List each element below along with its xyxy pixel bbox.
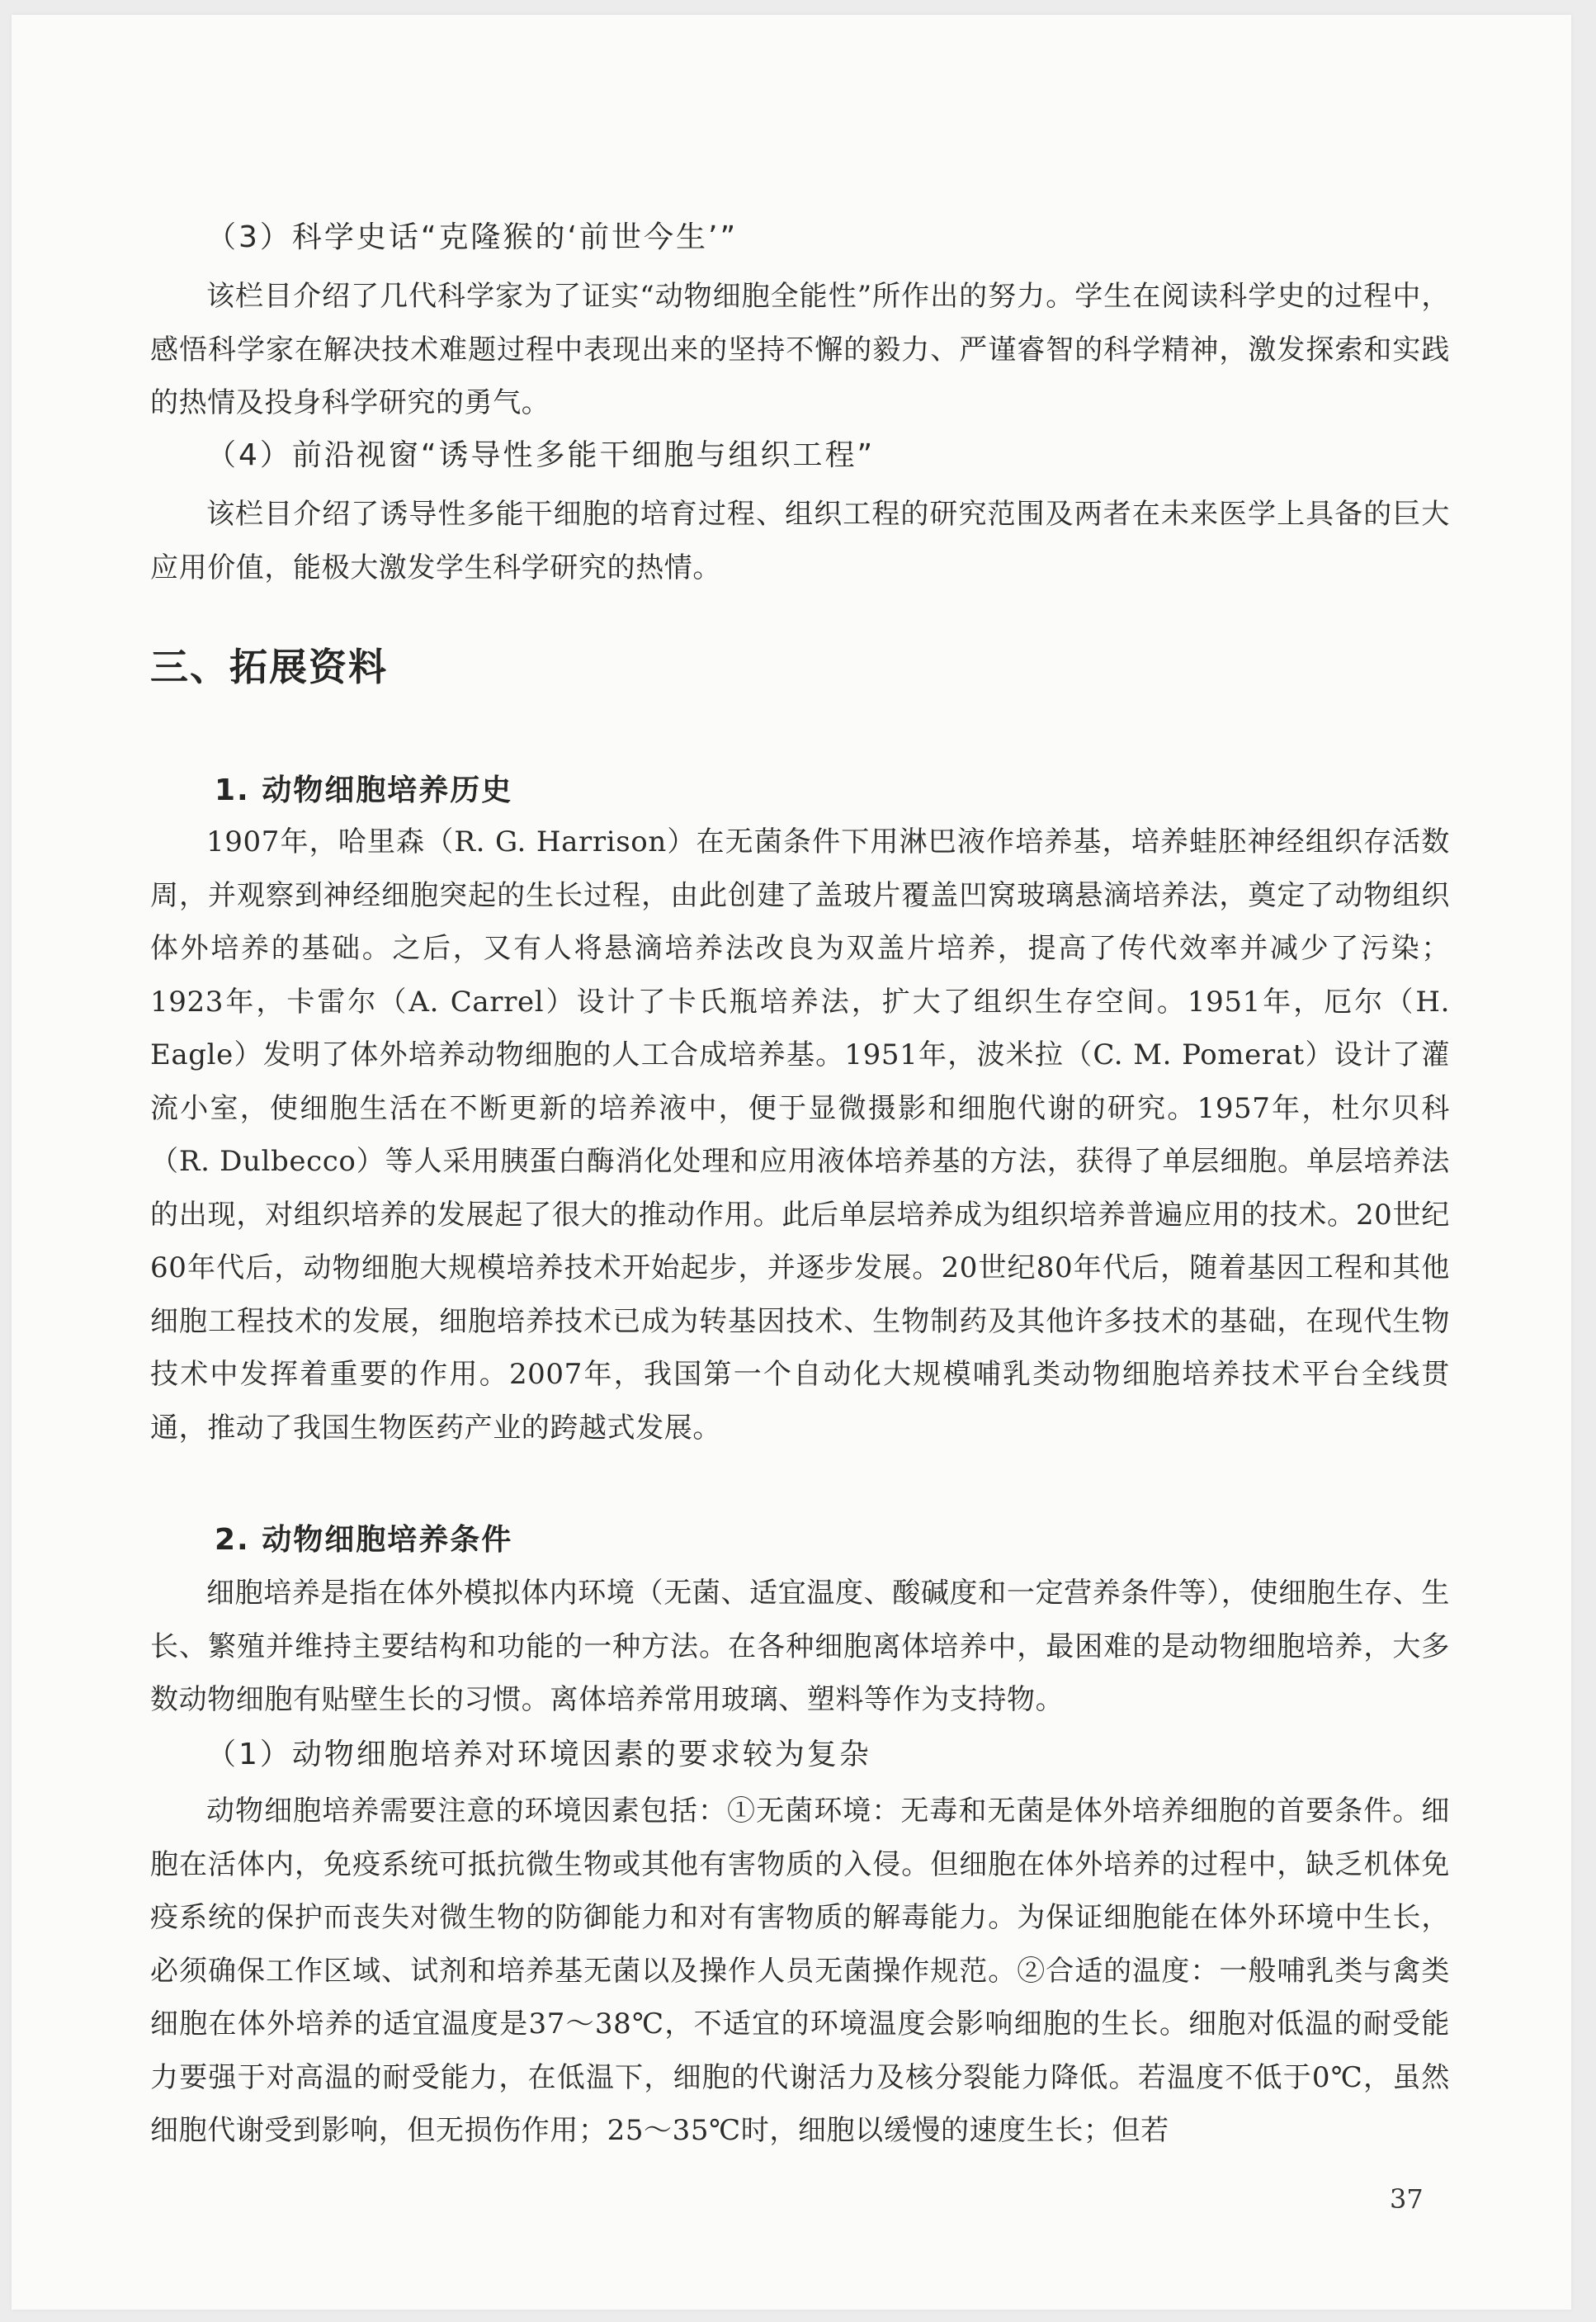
- item-4-heading: （4）前沿视窗“诱导性多能干细胞与组织工程”: [206, 438, 876, 472]
- topic-2-text-2: 动物细胞培养需要注意的环境因素包括：①无菌环境：无毒和无菌是体外培养细胞的首要条件。细胞在活体内，免疫系统可抵抗微生物或其他有害物质的入侵。但细胞在体外培养的过程中，缺乏机体免疫系统的保护而丧失对微生物的防御能力和对有害物质的解毒能力。为保证细胞能在体外环境中生长，必须确保工作区域、试剂和培养基无菌以及操作人员无菌操作规范。②合适的温度：一般哺乳类与禽类细胞在体外培养的适宜温度是37～38℃，不适宜的环境温度会影响细胞的生长。细胞对低温的耐受能力要强于对高温的耐受能力，在低温下，细胞的代谢活力及核分裂能力降低。若温度不低于0℃，虽然细胞代谢受到影响，但无损伤作用；25～35℃时，细胞以缓慢的速度生长；但若: [150, 1795, 1450, 2147]
- topic-2-paragraph-1: [150, 1567, 1450, 1727]
- topic-2-text-1: 细胞培养是指在体外模拟体内环境（无菌、适宜温度、酸碱度和一定营养条件等），使细胞生存、生长、繁殖并维持主要结构和功能的一种方法。在各种细胞离体培养中，最困难的是动物细胞培养，大多数动物细胞有贴壁生长的习惯。离体培养常用玻璃、塑料等作为支持物。: [150, 1577, 1450, 1716]
- item-3-paragraph: [150, 270, 1450, 430]
- item-3-text: 该栏目介绍了几代科学家为了证实“动物细胞全能性”所作出的努力。学生在阅读科学史的过程中，感悟科学家在解决技术难题过程中表现出来的坚持不懈的毅力、严谨睿智的科学精神，激发探索和实践的热情及投身科学研究的勇气。: [150, 280, 1450, 419]
- item-4-paragraph: [150, 488, 1450, 594]
- document-page: [12, 15, 1571, 2310]
- topic-2-subheading: （1）动物细胞培养对环境因素的要求较为复杂: [206, 1738, 871, 1771]
- topic-1-title: 1. 动物细胞培养历史: [215, 773, 513, 807]
- section-title: 三、拓展资料: [150, 645, 388, 689]
- topic-1-paragraph: [150, 816, 1450, 1454]
- item-3-heading: （3）科学史话“克隆猴的‘前世今生’”: [206, 220, 739, 254]
- page-number: 37: [1390, 2183, 1424, 2215]
- item-4-text: 该栏目介绍了诱导性多能干细胞的培育过程、组织工程的研究范围及两者在未来医学上具备的巨大应用价值，能极大激发学生科学研究的热情。: [150, 498, 1450, 584]
- topic-2-paragraph-2: [150, 1785, 1450, 2158]
- topic-1-text: 1907年，哈里森（R. G. Harrison）在无菌条件下用淋巴液作培养基，培养蛙胚神经组织存活数周，并观察到神经细胞突起的生长过程，由此创建了盖玻片覆盖凹窝玻璃悬滴培养法，奠定了动物组织体外培养的基础。之后，又有人将悬滴培养法改良为双盖片培养，提高了传代效率并减少了污染；1923年，卡雷尔（A. Carrel）设计了卡氏瓶培养法，扩大了组织生存空间。1951年，厄尔（H. Eagle）发明了体外培养动物细胞的人工合成培养基。1951年，波米拉（C. M. Pomerat）设计了灌流小室，使细胞生活在不断更新的培养液中，便于显微摄影和细胞代谢的研究。1957年，杜尔贝科（R. Dulbecco）等人采用胰蛋白酶消化处理和应用液体培养基的方法，获得了单层细胞。单层培养法的出现，对组织培养的发展起了很大的推动作用。此后单层培养成为组织培养普遍应用的技术。20世纪60年代后，动物细胞大规模培养技术开始起步，并逐步发展。20世纪80年代后，随着基因工程和其他细胞工程技术的发展，细胞培养技术已成为转基因技术、生物制药及其他许多技术的基础，在现代生物技术中发挥着重要的作用。2007年，我国第一个自动化大规模哺乳类动物细胞培养技术平台全线贯通，推动了我国生物医药产业的跨越式发展。: [150, 825, 1450, 1445]
- topic-2-title: 2. 动物细胞培养条件: [215, 1523, 513, 1557]
